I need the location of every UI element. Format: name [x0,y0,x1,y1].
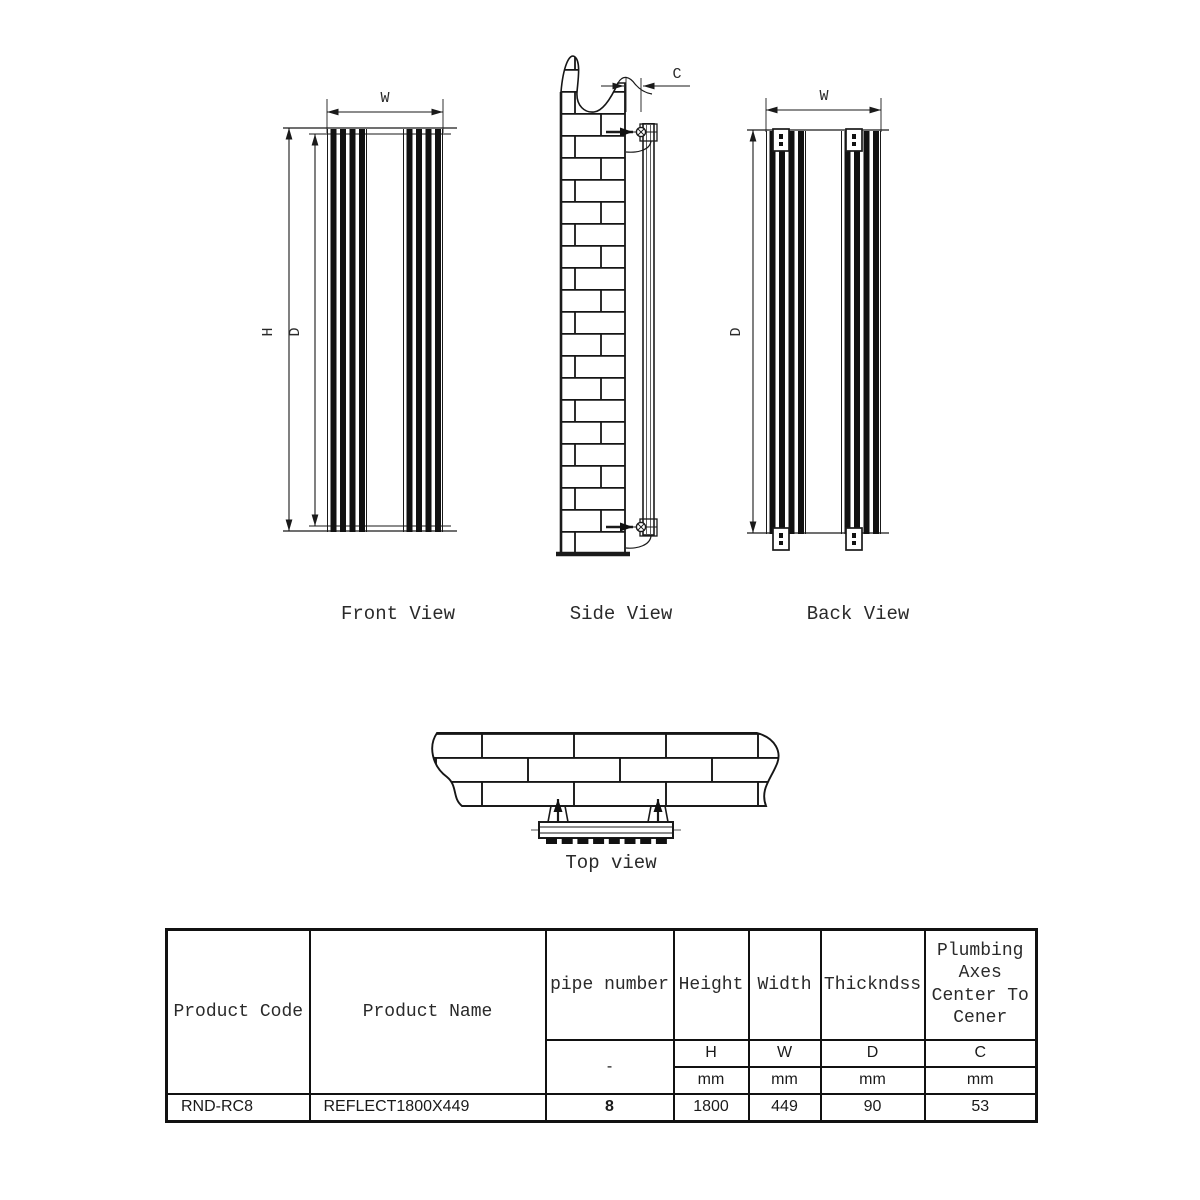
back-dim-w-label: W [819,88,829,105]
th-width: Width [749,930,821,1040]
unit-plumbing: mm [925,1067,1037,1094]
front-view-drawing [260,90,457,532]
top-view-drawing [432,733,778,844]
th-product-code: Product Code [167,930,310,1094]
symbol-width: W [749,1040,821,1067]
side-view-label: Side View [569,603,673,625]
cell-height: 1800 [674,1094,749,1122]
cell-product-name: REFLECT1800X449 [310,1094,546,1122]
spec-table [165,928,1038,1123]
cell-width: 449 [749,1094,821,1122]
th-product-name: Product Name [310,930,546,1094]
back-view-drawing [728,88,889,550]
th-height: Height [674,930,749,1040]
th-pipe-number: pipe number [546,930,674,1040]
cell-thickness: 90 [821,1094,925,1122]
symbol-plumbing: C [925,1040,1037,1067]
side-dim-c-label: C [672,66,682,83]
cell-plumbing: 53 [925,1094,1037,1122]
back-view-label: Back View [806,603,910,625]
cell-pipe-number: 8 [546,1094,674,1122]
front-dim-h-label: H [260,327,277,337]
back-dim-d-label: D [728,327,745,337]
cell-product-code: RND-RC8 [167,1094,310,1122]
symbol-thickness: D [821,1040,925,1067]
front-dim-d-label: D [287,327,304,337]
unit-height: mm [674,1067,749,1094]
side-view-drawing [556,56,690,554]
unit-thickness: mm [821,1067,925,1094]
front-dim-w-label: W [380,90,390,107]
symbol-pipe-number: - [546,1040,674,1094]
th-thickness: Thickndss [821,930,925,1040]
front-view-label: Front View [340,603,456,625]
unit-width: mm [749,1067,821,1094]
th-plumbing-axes: Plumbing Axes Center To Cener [925,930,1037,1040]
symbol-height: H [674,1040,749,1067]
top-view-label: Top view [565,852,657,874]
